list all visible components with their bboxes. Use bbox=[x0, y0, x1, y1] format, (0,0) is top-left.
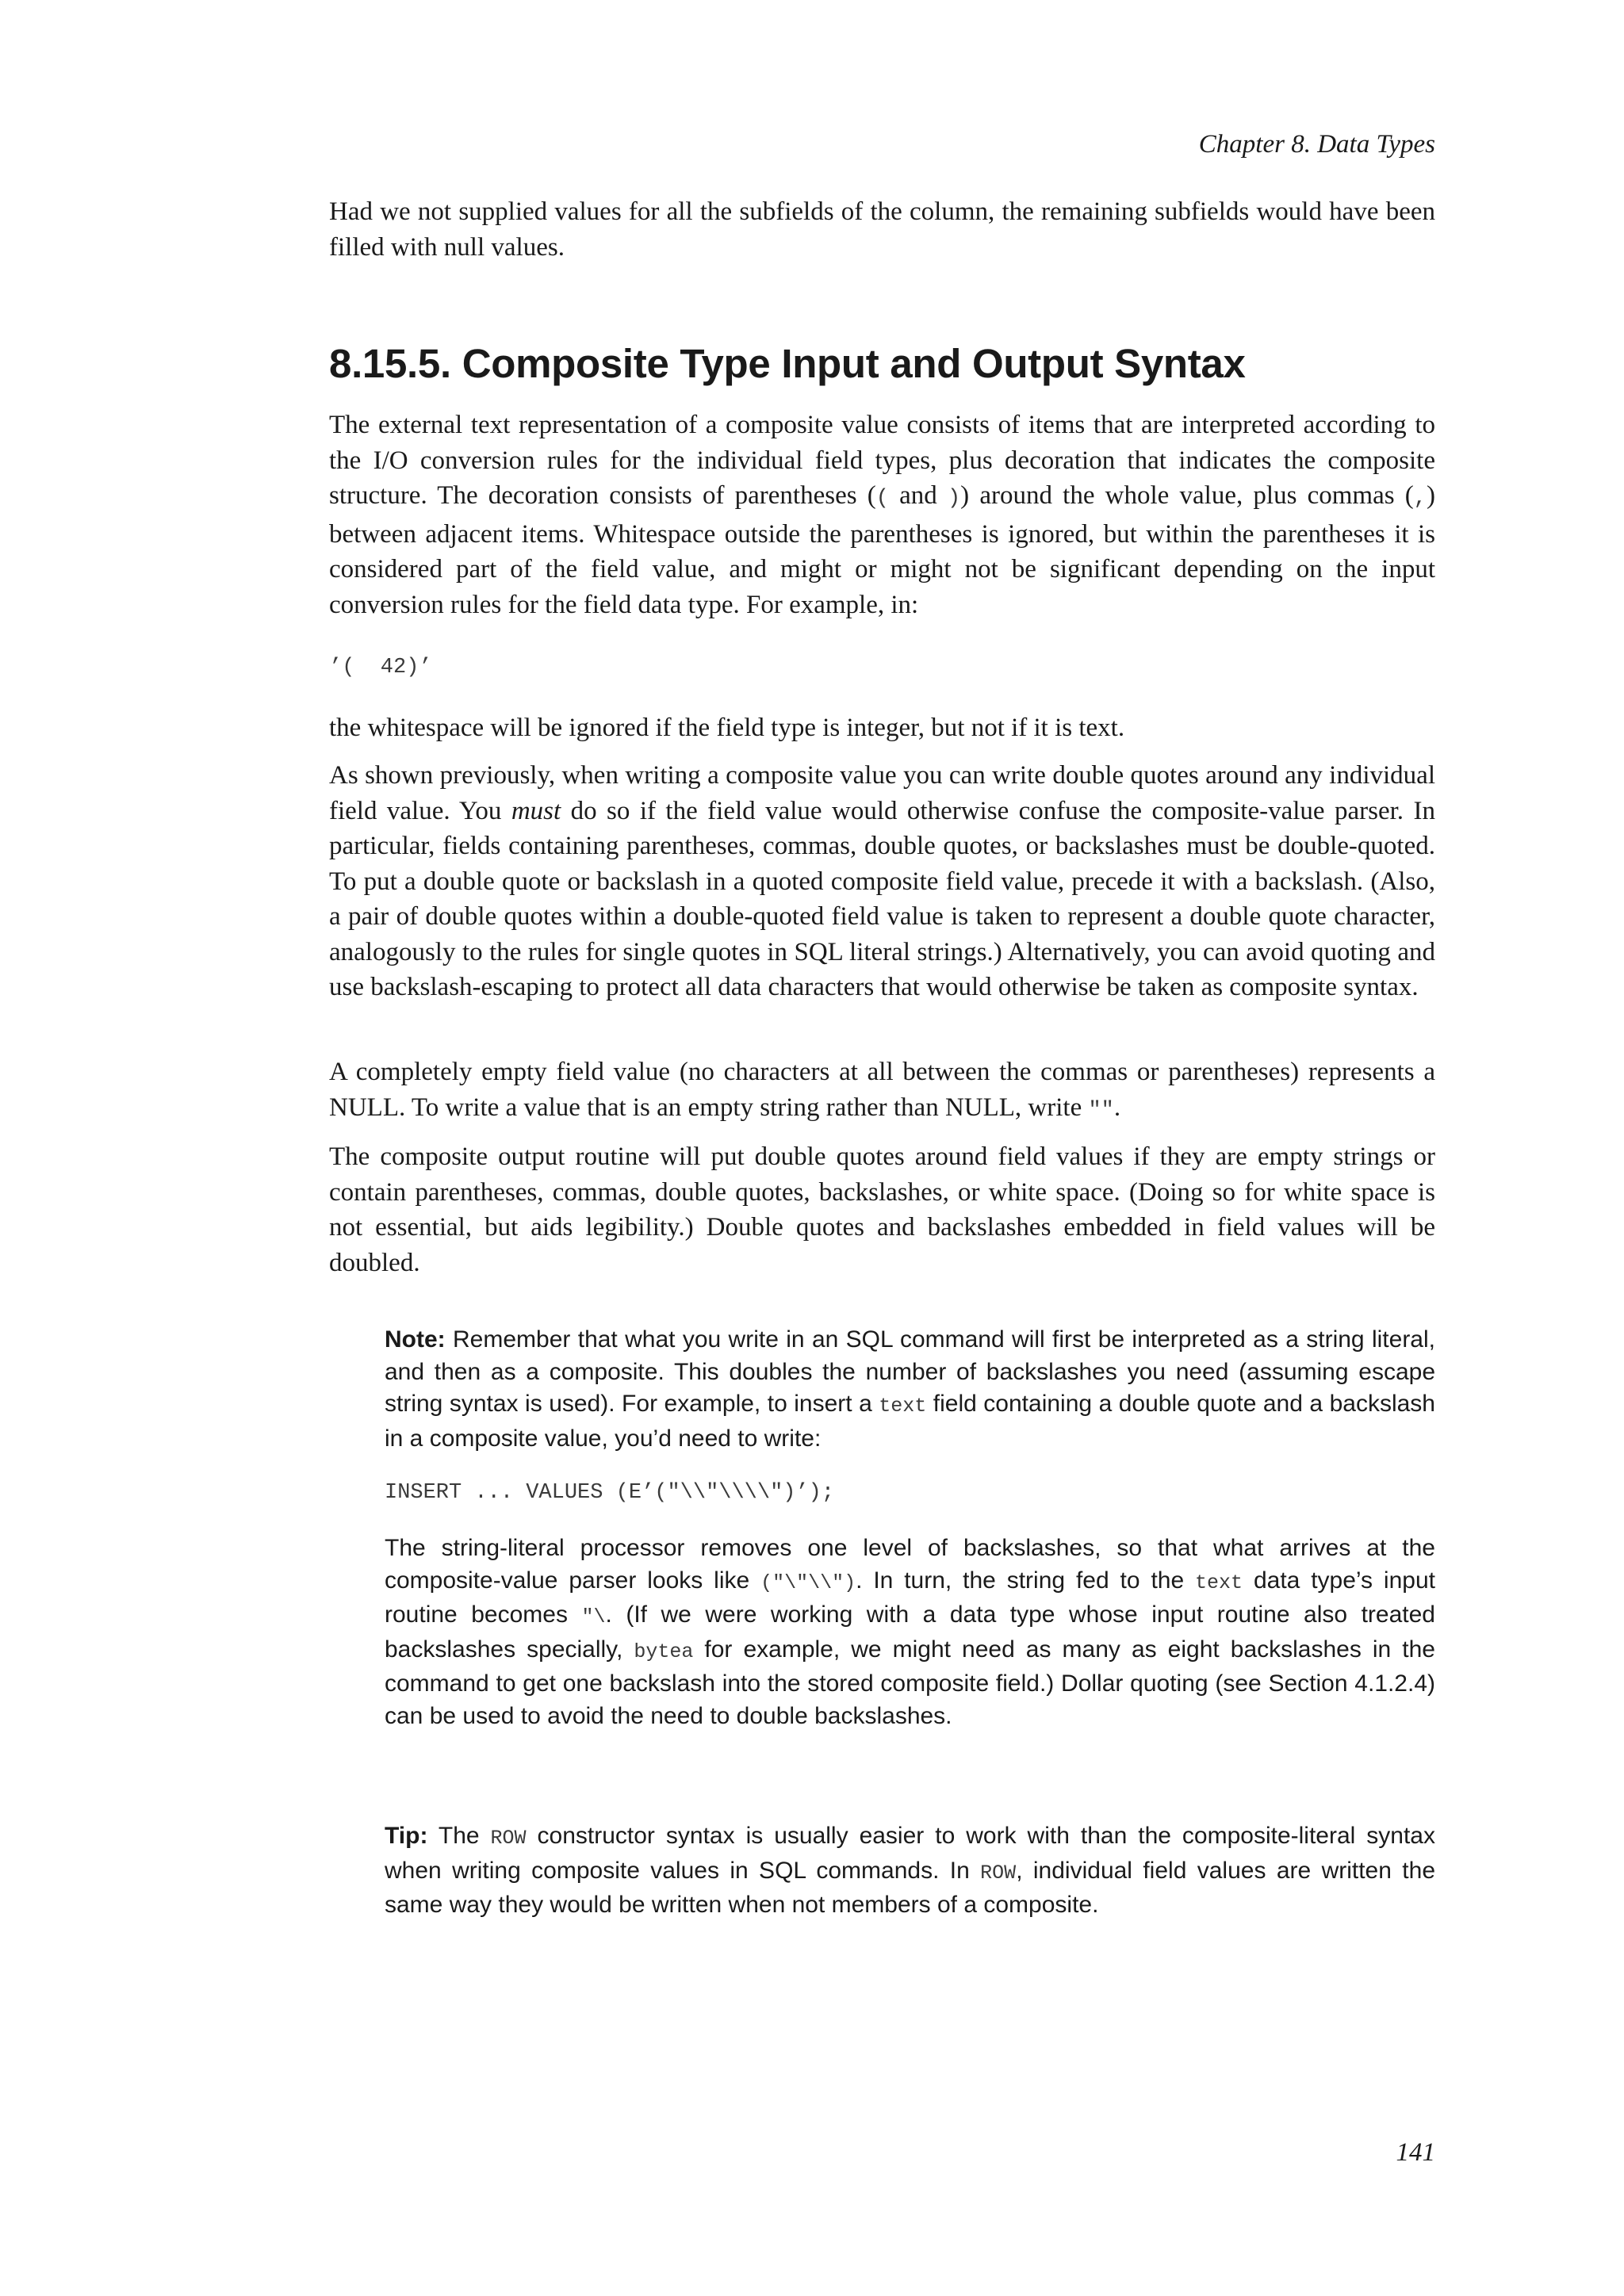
inline-code: ROW bbox=[490, 1827, 527, 1850]
code-example: ’( 42)’ bbox=[329, 656, 432, 679]
text-run: As shown previously, when writing a composite value you can write double quotes around any individual field value. You bbox=[329, 761, 1435, 825]
document-page bbox=[329, 0, 1435, 2296]
inline-code: text bbox=[879, 1395, 927, 1418]
inline-code: , bbox=[1413, 487, 1427, 511]
text-run: The bbox=[427, 1823, 491, 1849]
note-label: Note: bbox=[385, 1326, 446, 1353]
tip-admonition bbox=[385, 1820, 1435, 1922]
inline-code: ("\"\\") bbox=[760, 1571, 856, 1594]
note-paragraph-2 bbox=[385, 1533, 1435, 1732]
note-admonition bbox=[385, 1324, 1435, 1732]
text-run: field containing a double quote and a backslash in a composite value, you’d need to write: bbox=[385, 1391, 1435, 1452]
section-title: 8.15.5. Composite Type Input and Output Syntax bbox=[329, 341, 1246, 386]
text-run: The external text representation of a composite value consists of items that are interpreted according to the I/O conversion rules for the individual field types, plus decoration that indicates the composite structure. The decoration consists of parentheses ( bbox=[329, 411, 1435, 510]
text-run: The string-literal processor removes one level of backslashes, so that what arrives at the composite-value parser looks like bbox=[385, 1535, 1435, 1594]
text-run: ) between adjacent items. Whitespace outside the parentheses is ignored, but within the parentheses it is considered part of the field value, and might or might not be significant depending on the input conversion rules for the field data type. For example, in: bbox=[329, 481, 1435, 619]
text-run: constructor syntax is usually easier to work with than the composite-literal syntax when writing composite values in SQL commands. In bbox=[385, 1823, 1435, 1884]
inline-code: bytea bbox=[634, 1640, 694, 1663]
text-run: . (If we were working with a data type whose input routine also treated backslashes specially, bbox=[385, 1601, 1435, 1663]
paragraph-double-quotes bbox=[329, 758, 1435, 1005]
text-run: . In turn, the string fed to the bbox=[856, 1567, 1196, 1594]
paragraph-empty-field bbox=[329, 1054, 1435, 1128]
running-header: Chapter 8. Data Types bbox=[1198, 130, 1435, 159]
paragraph-representation bbox=[329, 408, 1435, 622]
paragraph-output-routine: The composite output routine will put double quotes around field values if they are empty strings or contain parentheses, commas, double quotes, backslashes, or white space. (Doing so for white space is not essential, but aids legibility.) Double quotes and backslashes embedded in field values will be doubled. bbox=[329, 1142, 1435, 1277]
inline-code: ( bbox=[875, 487, 889, 511]
note-paragraph bbox=[385, 1324, 1435, 1455]
tip-paragraph bbox=[385, 1820, 1435, 1922]
text-run: ) around the whole value, plus commas ( bbox=[960, 481, 1414, 510]
text-run: for example, we might need as many as eight backslashes in the command to get one backslash into the stored composite field.) Dollar quoting (see Section 4.1.2.4) can be used to avoid the need to double backslashes. bbox=[385, 1636, 1435, 1729]
text-run: A completely empty field value (no characters at all between the commas or parentheses) represents a NULL. To write a value that is an empty string rather than NULL, write bbox=[329, 1058, 1435, 1122]
page-number: 141 bbox=[1396, 2138, 1435, 2167]
inline-code: "\ bbox=[581, 1605, 606, 1628]
text-run: do so if the field value would otherwise confuse the composite-value parser. In particular, fields containing parentheses, commas, double quotes, or backslashes must be double-quoted. To put a double quote or backslash in a quoted composite field value, precede it with a backslash. (Also, a pair of double quotes within a double-quoted field value is taken to represent a double quote character, analogously to the rules for single quotes in SQL literal strings.) Alternatively, you can avoid quoting and use backslash-escaping to protect all data characters that would otherwise be taken as composite syntax. bbox=[329, 796, 1435, 1001]
inline-code: ) bbox=[947, 487, 961, 511]
tip-label: Tip: bbox=[385, 1823, 428, 1849]
inline-code: ROW bbox=[980, 1861, 1017, 1885]
text-run: . bbox=[1113, 1093, 1121, 1122]
intro-paragraph: Had we not supplied values for all the subfields of the column, the remaining subfields would have been filled with null values. bbox=[329, 197, 1435, 262]
text-run: , individual field values are written the same way they would be written when not members of a composite. bbox=[385, 1857, 1436, 1918]
text-run: and bbox=[888, 481, 948, 510]
paragraph-whitespace: the whitespace will be ignored if the field type is integer, but not if it is text. bbox=[329, 714, 1125, 742]
text-run: data type’s input routine becomes bbox=[385, 1567, 1435, 1628]
inline-code: "" bbox=[1088, 1098, 1114, 1123]
text-run: Remember that what you write in an SQL command will first be interpreted as a string literal, and then as a composite. This doubles the number of backslashes you need (assuming escape string syntax is used). For example, to insert a bbox=[385, 1326, 1435, 1417]
note-code-block: INSERT ... VALUES (E’("\\"\\\\")’); bbox=[385, 1481, 835, 1505]
inline-code: text bbox=[1195, 1571, 1243, 1594]
emphasis: must bbox=[511, 796, 561, 825]
